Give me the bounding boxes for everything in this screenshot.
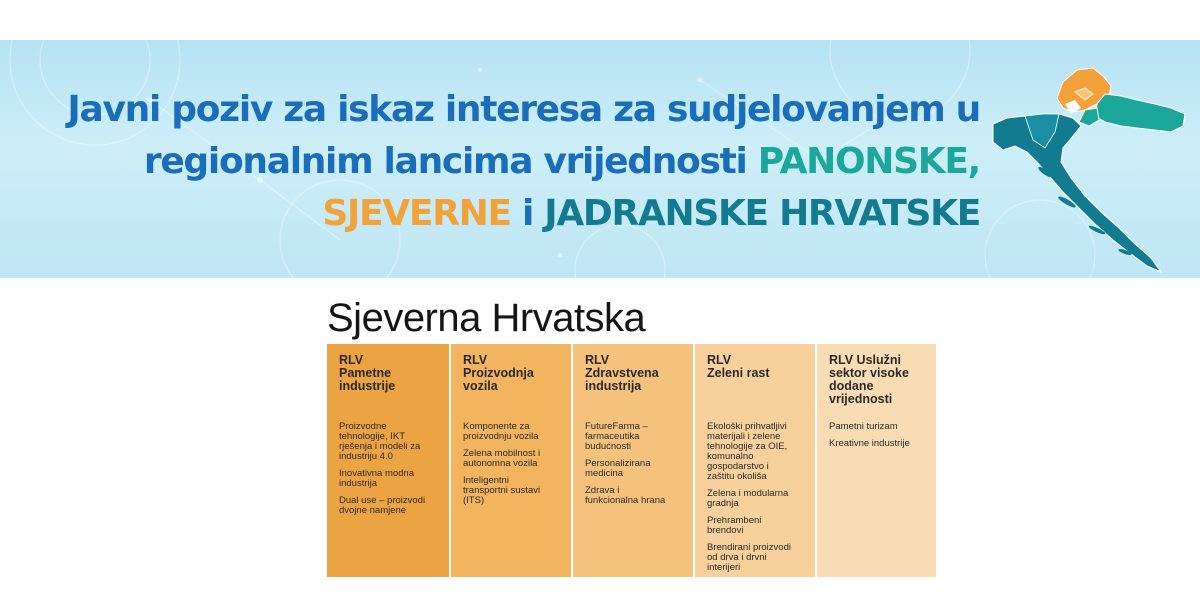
column-header <box>707 354 805 422</box>
column-items <box>829 422 926 449</box>
list-item: Zelena i modularna gradnja <box>707 488 789 509</box>
region-sjeverna-label: SJEVERNE <box>322 193 511 234</box>
column-header-name: Zeleni rast <box>707 366 770 380</box>
banner-title-conjunction: i <box>510 193 545 234</box>
list-item: Pametni turizam <box>829 421 898 432</box>
croatia-map-icon <box>985 52 1190 277</box>
column-items <box>339 422 439 516</box>
banner-title-line3 <box>0 188 980 240</box>
column-header-name: Pametne industrije <box>339 366 396 393</box>
list-item: Zdrava i funkcionalna hrana <box>585 485 666 506</box>
list-item: Brendirani proizvodi od drva i drvni interijeri <box>707 542 791 573</box>
list-item: Inovativna modna industrija <box>339 468 414 489</box>
region-jadranska-label: JADRANSKE HRVATSKE <box>544 193 980 234</box>
banner-title-line2 <box>0 136 980 188</box>
banner-title-line2-text: regionalnim lancima vrijednosti <box>143 141 758 182</box>
list-item: Personalizirana medicina <box>585 458 651 479</box>
list-item: Dual use – proizvodi dvojne namjene <box>339 495 426 516</box>
rlv-column-zeleni-rast <box>693 344 815 577</box>
list-item: Komponente za proizvodnju vozila <box>463 421 539 442</box>
column-header-name: Proizvodnja vozila <box>463 366 534 393</box>
list-item: Kreativne industrije <box>829 438 910 449</box>
column-items <box>585 422 683 506</box>
column-header <box>585 354 683 422</box>
list-item: FutureFarma – farmaceutika budućnosti <box>585 421 648 452</box>
rlv-column-proizvodnja-vozila <box>449 344 571 577</box>
column-header-name: sektor visoke dodane vrijednosti <box>829 366 909 406</box>
banner-title <box>0 84 980 240</box>
banner <box>0 40 1200 278</box>
column-header-prefix: RLV Uslužni <box>829 353 901 367</box>
column-header <box>829 354 926 422</box>
region-panonska-label: PANONSKE, <box>757 141 980 182</box>
list-item: Ekološki prihvatljivi materijali i zelene tehnologije za OIE, komunalno gospodarstvo i zaštitu okoliša <box>707 421 788 482</box>
column-header <box>339 354 439 422</box>
rlv-column-pametne-industrije <box>327 344 449 577</box>
rlv-column-usluzni-sektor <box>815 344 936 577</box>
list-item: Zelena mobilnost i autonomna vozila <box>463 448 541 469</box>
column-header-prefix: RLV <box>707 353 732 367</box>
column-header-name: Zdravstvena industrija <box>585 366 659 393</box>
list-item: Proizvodne tehnologije, IKT rješenja i modeli za industriju 4.0 <box>339 421 421 462</box>
list-item: Prehrambeni brendovi <box>707 515 762 536</box>
column-header-prefix: RLV <box>585 353 610 367</box>
rlv-columns <box>327 344 936 577</box>
list-item: Inteligentni transportni sustavi (ITS) <box>463 475 541 506</box>
rlv-column-zdravstvena-industrija <box>571 344 693 577</box>
section-title: Sjeverna Hrvatska <box>327 296 646 340</box>
column-header-prefix: RLV <box>463 353 488 367</box>
column-items <box>463 422 561 506</box>
column-header-prefix: RLV <box>339 353 364 367</box>
banner-title-line1: Javni poziv za iskaz interesa za sudjelovanjem u <box>67 89 980 130</box>
column-items <box>707 422 805 573</box>
column-header <box>463 354 561 422</box>
